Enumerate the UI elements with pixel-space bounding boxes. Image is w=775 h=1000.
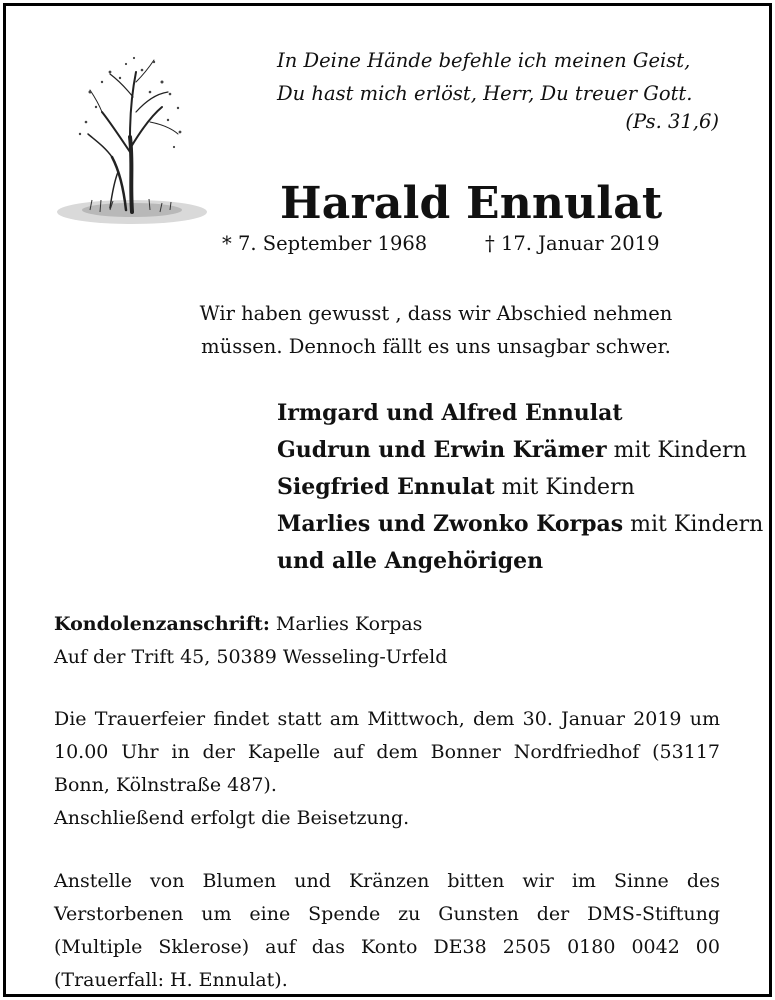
intro-text: [186, 297, 686, 363]
verse-reference: (Ps. 31,6): [625, 110, 719, 133]
family-entry-suffix: mit Kindern: [606, 438, 747, 463]
family-entry-suffix: mit Kindern: [623, 512, 764, 537]
death-date: † 17. Januar 2019: [485, 232, 660, 255]
family-entry-name: Irmgard und Alfred Ennulat: [277, 400, 623, 426]
condolence-address: [54, 608, 447, 674]
family-entry-name: und alle Angehörigen: [277, 548, 544, 574]
family-entry-name: Siegfried Ennulat: [277, 474, 495, 500]
family-list: [277, 395, 763, 580]
family-entry: [277, 432, 763, 469]
birth-date: * 7. September 1968: [222, 232, 428, 255]
verse-line-2: Du hast mich erlöst, Herr, Du treuer Gott.: [277, 82, 693, 105]
condolence-street: Auf der Trift 45, 50389 Wesseling-Urfeld: [54, 646, 448, 668]
life-dates: [222, 232, 660, 255]
family-entry-suffix: mit Kindern: [494, 475, 635, 500]
burial-text: Anschließend erfolgt die Beisetzung.: [54, 807, 410, 829]
family-entry: [277, 506, 763, 543]
family-entry: [277, 543, 763, 580]
family-entry: [277, 395, 763, 432]
intro-line-2: müssen. Dennoch fällt es uns unsagbar schwer.: [201, 335, 671, 358]
verse-line-1: In Deine Hände befehle ich meinen Geist,: [277, 49, 691, 72]
bible-verse: [277, 44, 692, 110]
ceremony-text: Die Trauerfeier findet statt am Mittwoch, dem 30. Januar 2019 um 10.00 Uhr in der Kapelle auf dem Bonner Nordfriedhof (53117 Bonn, Kölnstraße 487).: [54, 708, 720, 796]
tree-drawing-icon: [50, 52, 210, 232]
family-entry-name: Marlies und Zwonko Korpas: [277, 511, 624, 537]
family-entry: [277, 469, 763, 506]
donation-request: Anstelle von Blumen und Kränzen bitten wir im Sinne des Verstorbenen um eine Spende zu Gunsten der DMS-Stiftung (Multiple Sklerose) auf das Konto DE38 2505 0180 0042 00 (Trauerfall: H. Ennulat).: [54, 870, 720, 991]
family-entry-name: Gudrun und Erwin Krämer: [277, 437, 607, 463]
condolence-label: Kondolenzanschrift:: [54, 613, 270, 635]
ceremony-info: [54, 703, 720, 835]
intro-line-1: Wir haben gewusst , dass wir Abschied nehmen: [199, 302, 673, 325]
condolence-name: Marlies Korpas: [269, 613, 423, 635]
deceased-name: Harald Ennulat: [280, 178, 663, 229]
